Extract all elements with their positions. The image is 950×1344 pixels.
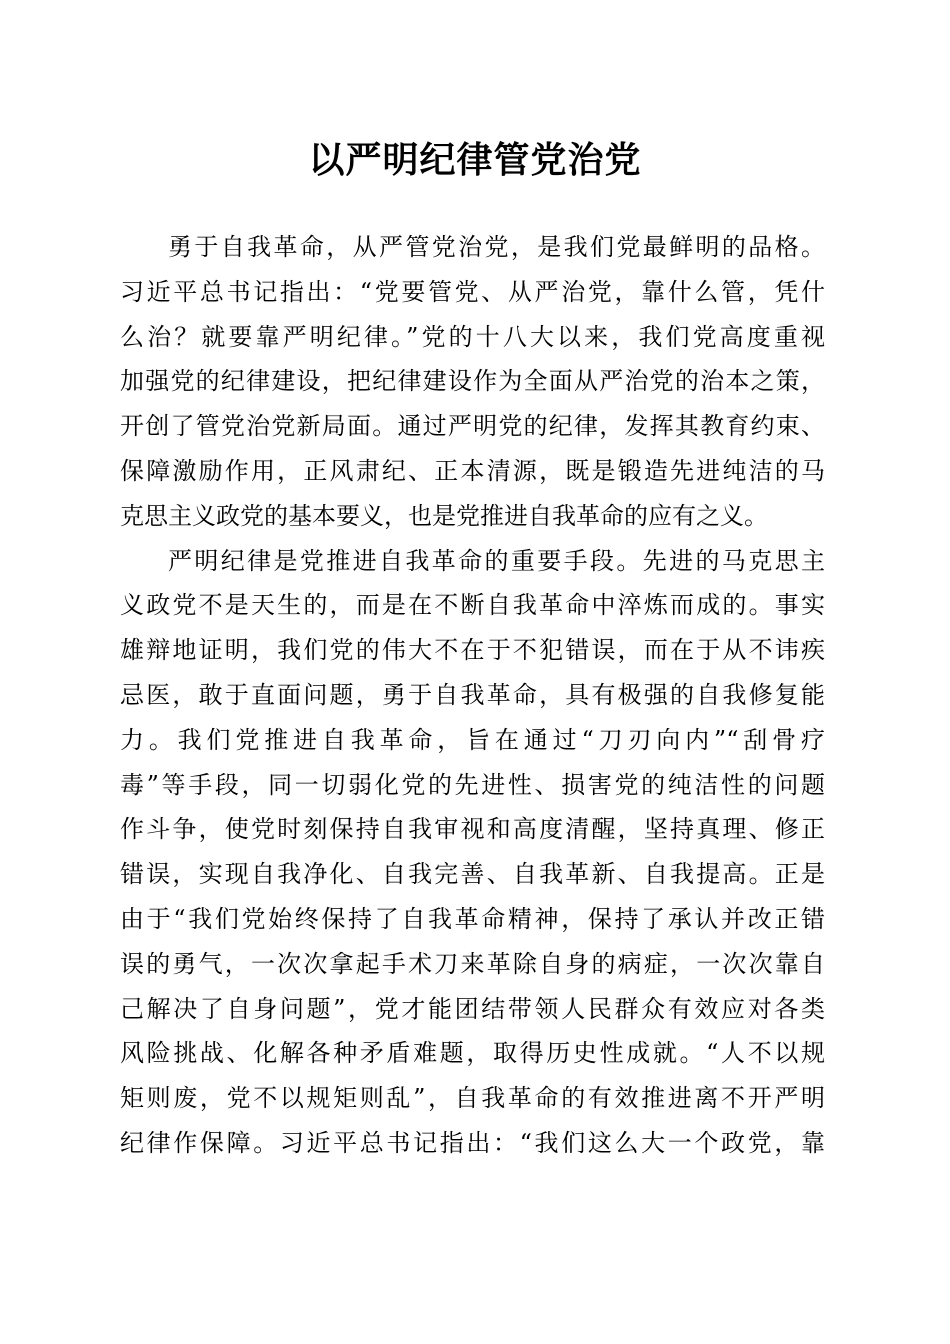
paragraph-line: 纪律作保障。习近平总书记指出：“我们这么大一个政党，靠 [120,1128,825,1157]
paragraph-line: 保障激励作用，正风肃纪、正本清源，既是锻造先进纯洁的马 [120,456,825,485]
paragraph-line: 严明纪律是党推进自我革命的重要手段。先进的马克思主 [168,546,825,575]
paragraph-line: 由于“我们党始终保持了自我革命精神，保持了承认并改正错 [120,904,825,933]
paragraph-line: 雄辩地证明，我们党的伟大不在于不犯错误，而在于从不讳疾 [120,636,825,665]
paragraph-line: 误的勇气，一次次拿起手术刀来革除自身的病症，一次次靠自 [120,949,825,978]
paragraph-line: 力。我们党推进自我革命，旨在通过“刀刃向内”“刮骨疗 [120,725,825,754]
paragraph-line: 习近平总书记指出：“党要管党、从严治党，靠什么管，凭什 [120,277,825,306]
paragraph-line: 忌医，敢于直面问题，勇于自我革命，具有极强的自我修复能 [120,680,825,709]
paragraph-line: 开创了管党治党新局面。通过严明党的纪律，发挥其教育约束、 [120,412,825,441]
paragraph-line: 作斗争，使党时刻保持自我审视和高度清醒，坚持真理、修正 [120,815,825,844]
document-title: 以严明纪律管党治党 [308,139,642,181]
document-body [120,225,825,1166]
paragraph-line: 矩则废，党不以规矩则乱”，自我革命的有效推进离不开严明 [120,1084,825,1113]
paragraph-line: 错误，实现自我净化、自我完善、自我革新、自我提高。正是 [120,860,825,889]
paragraph-line: 克思主义政党的基本要义，也是党推进自我革命的应有之义。 [120,501,768,530]
paragraph-line: 风险挑战、化解各种矛盾难题，取得历史性成就。“人不以规 [120,1039,825,1068]
paragraph-line: 毒”等手段，同一切弱化党的先进性、损害党的纯洁性的问题 [120,770,825,799]
paragraph-line: 义政党不是天生的，而是在不断自我革命中淬炼而成的。事实 [120,591,825,620]
paragraph-line: 加强党的纪律建设，把纪律建设作为全面从严治党的治本之策， [120,367,825,396]
paragraph-line: 么治？就要靠严明纪律。”党的十八大以来，我们党高度重视 [120,322,825,351]
paragraph-line: 己解决了自身问题”，党才能团结带领人民群众有效应对各类 [120,994,825,1023]
paragraph-2 [120,539,825,1166]
paragraph-1 [120,225,825,539]
paragraph-line: 勇于自我革命，从严管党治党，是我们党最鲜明的品格。 [168,233,825,261]
